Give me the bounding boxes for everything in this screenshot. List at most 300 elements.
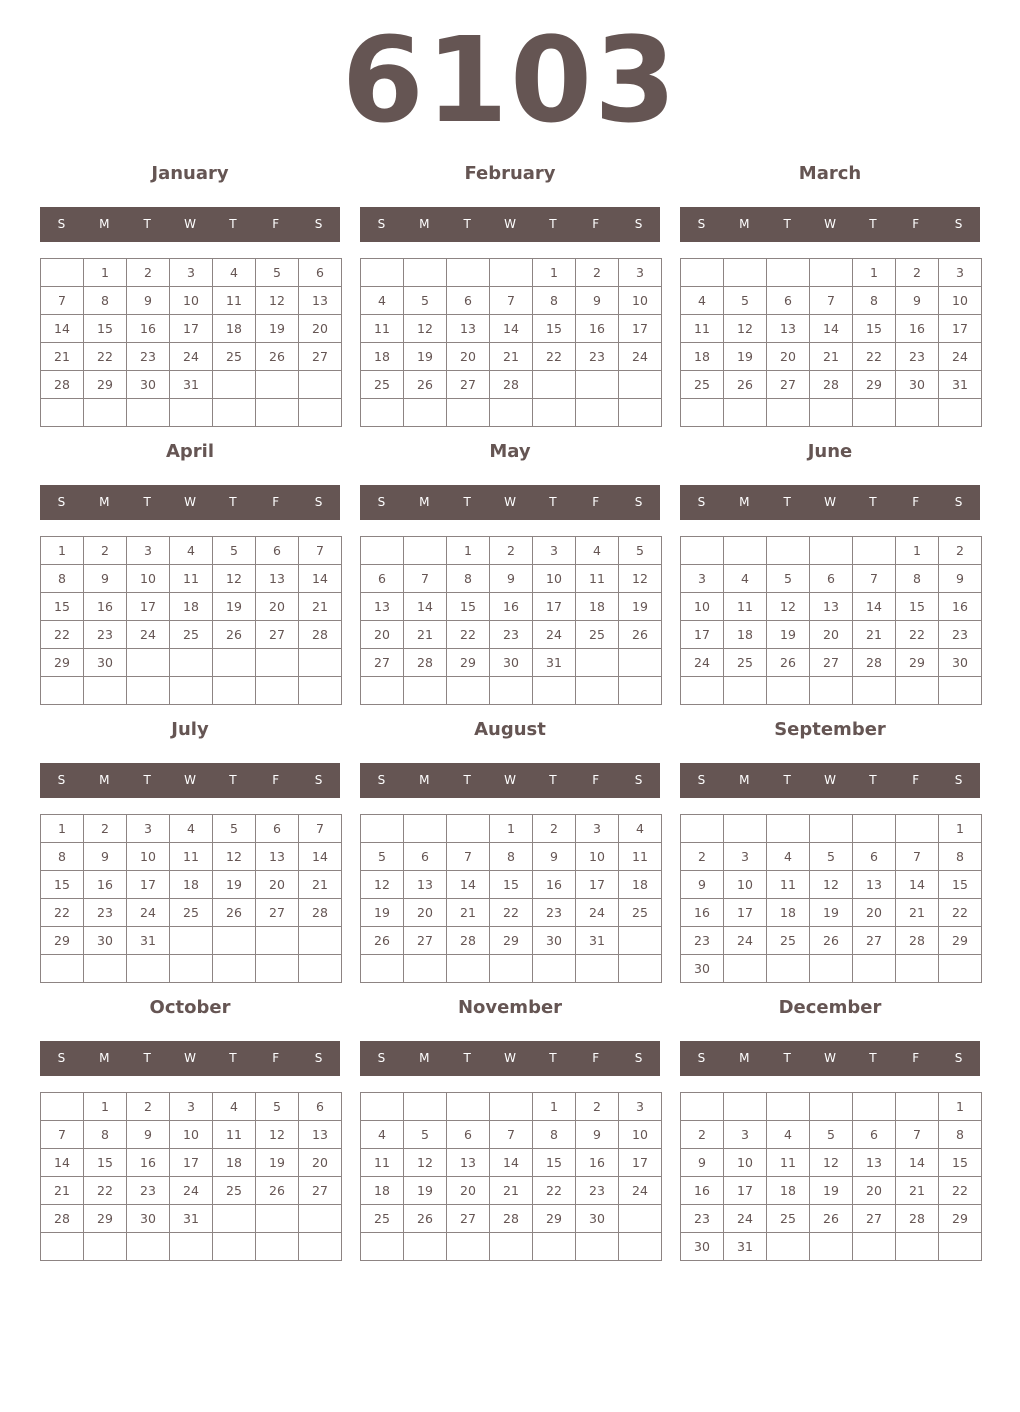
week-row (361, 1177, 662, 1205)
week-row (361, 955, 662, 983)
week-row (681, 1093, 982, 1121)
day-cell: 8 (490, 843, 533, 871)
day-cell (724, 399, 767, 427)
day-cell: 28 (404, 649, 447, 677)
week-row (41, 927, 342, 955)
day-cell: 1 (84, 1093, 127, 1121)
weekday-label: S (697, 217, 706, 231)
weekday-label: T (783, 495, 791, 509)
day-cell: 25 (170, 621, 213, 649)
day-cell (361, 1233, 404, 1261)
day-cell (41, 677, 84, 705)
day-cell: 25 (213, 1177, 256, 1205)
day-cell: 18 (213, 315, 256, 343)
day-cell: 31 (724, 1233, 767, 1261)
day-cell: 10 (619, 1121, 662, 1149)
day-cell: 7 (896, 843, 939, 871)
day-cell: 22 (939, 1177, 982, 1205)
month-name: September (774, 719, 886, 740)
week-row (681, 621, 982, 649)
day-cell: 13 (299, 287, 342, 315)
day-cell: 3 (939, 259, 982, 287)
day-cell: 29 (84, 371, 127, 399)
weekday-label: S (954, 1051, 963, 1065)
day-cell: 20 (256, 593, 299, 621)
day-cell: 7 (41, 287, 84, 315)
day-cell: 13 (447, 315, 490, 343)
day-cell (213, 927, 256, 955)
day-cell (361, 815, 404, 843)
day-cell: 4 (170, 815, 213, 843)
day-cell: 22 (896, 621, 939, 649)
week-row (361, 815, 662, 843)
day-cell: 23 (490, 621, 533, 649)
day-cell: 9 (576, 1121, 619, 1149)
day-cell: 15 (939, 1149, 982, 1177)
day-cell (404, 1093, 447, 1121)
day-cell (896, 955, 939, 983)
day-cell: 26 (404, 371, 447, 399)
day-cell: 18 (767, 1177, 810, 1205)
day-cell: 11 (361, 1149, 404, 1177)
day-cell (939, 399, 982, 427)
day-cell: 11 (724, 593, 767, 621)
day-cell (361, 955, 404, 983)
day-cell: 13 (361, 593, 404, 621)
day-cell: 1 (939, 815, 982, 843)
weekday-label: T (783, 773, 791, 787)
day-cell (490, 677, 533, 705)
day-cell (256, 927, 299, 955)
day-cell: 25 (767, 1205, 810, 1233)
day-cell: 14 (896, 871, 939, 899)
day-cell: 12 (361, 871, 404, 899)
day-cell: 13 (256, 565, 299, 593)
day-cell (404, 955, 447, 983)
day-cell: 28 (299, 899, 342, 927)
day-cell (299, 649, 342, 677)
day-cell (810, 955, 853, 983)
day-cell: 17 (724, 899, 767, 927)
day-cell (41, 1093, 84, 1121)
day-cell (404, 677, 447, 705)
day-cell (170, 677, 213, 705)
day-cell: 3 (619, 1093, 662, 1121)
day-cell (299, 1205, 342, 1233)
day-cell: 2 (127, 259, 170, 287)
day-cell: 20 (447, 343, 490, 371)
day-cell: 22 (853, 343, 896, 371)
day-cell (853, 955, 896, 983)
day-cell: 4 (170, 537, 213, 565)
day-cell: 26 (361, 927, 404, 955)
day-cell (170, 649, 213, 677)
day-cell: 1 (896, 537, 939, 565)
day-cell (490, 1233, 533, 1261)
day-cell: 20 (299, 1149, 342, 1177)
day-cell: 2 (896, 259, 939, 287)
day-cell: 7 (404, 565, 447, 593)
day-cell (41, 259, 84, 287)
week-row (681, 1205, 982, 1233)
day-cell: 4 (361, 287, 404, 315)
day-cell: 16 (127, 315, 170, 343)
week-row (361, 1149, 662, 1177)
week-row (41, 1121, 342, 1149)
day-cell: 19 (767, 621, 810, 649)
day-cell: 13 (256, 843, 299, 871)
day-cell: 16 (681, 899, 724, 927)
day-cell: 29 (533, 1205, 576, 1233)
weekday-label: M (419, 495, 430, 509)
day-cell: 11 (213, 1121, 256, 1149)
day-grid (360, 1092, 662, 1261)
day-cell: 7 (299, 815, 342, 843)
day-cell: 12 (724, 315, 767, 343)
weekday-label: S (314, 773, 323, 787)
day-cell: 8 (853, 287, 896, 315)
day-cell: 3 (170, 1093, 213, 1121)
day-cell (41, 399, 84, 427)
day-cell: 1 (84, 259, 127, 287)
week-row (361, 343, 662, 371)
day-cell (853, 1233, 896, 1261)
weekday-label: M (739, 1051, 750, 1065)
day-cell: 20 (404, 899, 447, 927)
day-cell (256, 677, 299, 705)
day-grid (40, 536, 342, 705)
day-cell (213, 1233, 256, 1261)
day-cell: 17 (576, 871, 619, 899)
day-cell: 8 (896, 565, 939, 593)
day-cell: 2 (490, 537, 533, 565)
day-cell: 20 (361, 621, 404, 649)
weekday-label: S (377, 217, 386, 231)
day-cell: 20 (767, 343, 810, 371)
day-cell: 30 (896, 371, 939, 399)
day-cell: 24 (724, 927, 767, 955)
week-row (681, 815, 982, 843)
day-cell (681, 1093, 724, 1121)
week-row (41, 815, 342, 843)
weekday-label: S (57, 217, 66, 231)
day-cell (853, 537, 896, 565)
day-cell (939, 955, 982, 983)
day-cell: 19 (213, 871, 256, 899)
week-row (361, 621, 662, 649)
day-cell (84, 677, 127, 705)
day-cell: 23 (939, 621, 982, 649)
day-cell: 13 (404, 871, 447, 899)
weekday-label: W (184, 495, 196, 509)
day-cell: 14 (41, 1149, 84, 1177)
day-cell: 16 (533, 871, 576, 899)
day-cell: 27 (853, 1205, 896, 1233)
day-cell (213, 371, 256, 399)
day-cell: 21 (447, 899, 490, 927)
day-cell: 15 (84, 315, 127, 343)
day-cell: 30 (127, 371, 170, 399)
day-cell: 23 (84, 899, 127, 927)
day-cell: 11 (681, 315, 724, 343)
day-cell: 24 (127, 899, 170, 927)
day-cell: 24 (127, 621, 170, 649)
day-cell: 20 (256, 871, 299, 899)
weekday-label: T (463, 773, 471, 787)
weekday-label: W (184, 773, 196, 787)
weekday-label: S (57, 773, 66, 787)
month-name: November (457, 997, 563, 1018)
day-cell (853, 399, 896, 427)
day-cell: 10 (170, 1121, 213, 1149)
day-grid (360, 536, 662, 705)
week-row (681, 343, 982, 371)
day-cell: 23 (127, 1177, 170, 1205)
day-cell (576, 371, 619, 399)
day-cell: 9 (576, 287, 619, 315)
day-cell: 7 (810, 287, 853, 315)
weekday-label: F (912, 1051, 920, 1065)
day-cell (724, 259, 767, 287)
day-cell: 17 (724, 1177, 767, 1205)
day-cell: 6 (299, 259, 342, 287)
month-name: October (149, 997, 231, 1018)
day-cell: 13 (853, 871, 896, 899)
weekday-label: T (549, 495, 557, 509)
day-cell (256, 399, 299, 427)
day-cell: 6 (447, 1121, 490, 1149)
day-cell: 3 (681, 565, 724, 593)
weekday-label: T (549, 217, 557, 231)
day-cell: 8 (533, 1121, 576, 1149)
day-cell: 25 (681, 371, 724, 399)
week-row (361, 677, 662, 705)
day-cell (681, 677, 724, 705)
day-cell (84, 1233, 127, 1261)
day-cell: 19 (619, 593, 662, 621)
weekday-label: T (463, 1051, 471, 1065)
day-cell: 23 (896, 343, 939, 371)
weekday-label: F (592, 773, 600, 787)
day-cell (619, 1233, 662, 1261)
day-cell: 6 (853, 843, 896, 871)
day-cell: 11 (767, 1149, 810, 1177)
day-cell: 3 (170, 259, 213, 287)
day-cell: 3 (127, 537, 170, 565)
day-cell: 10 (127, 843, 170, 871)
day-cell: 29 (939, 1205, 982, 1233)
weekday-label: T (869, 1051, 877, 1065)
day-cell (533, 677, 576, 705)
day-cell (447, 399, 490, 427)
day-cell (724, 955, 767, 983)
day-cell: 3 (724, 1121, 767, 1149)
day-cell: 25 (170, 899, 213, 927)
day-cell: 9 (127, 1121, 170, 1149)
weekday-label: T (229, 1051, 237, 1065)
day-cell: 14 (299, 565, 342, 593)
day-cell: 24 (939, 343, 982, 371)
weekday-label: S (57, 1051, 66, 1065)
day-cell: 5 (404, 1121, 447, 1149)
day-cell: 23 (576, 1177, 619, 1205)
day-cell: 8 (41, 565, 84, 593)
day-cell (213, 677, 256, 705)
day-cell: 1 (939, 1093, 982, 1121)
week-row (681, 927, 982, 955)
day-cell: 13 (299, 1121, 342, 1149)
day-cell: 14 (447, 871, 490, 899)
year-title: 6103 (341, 11, 679, 149)
week-row (41, 899, 342, 927)
day-cell: 10 (939, 287, 982, 315)
weekday-label: S (634, 773, 643, 787)
day-cell: 6 (447, 287, 490, 315)
day-cell: 8 (939, 843, 982, 871)
day-cell: 18 (213, 1149, 256, 1177)
day-cell: 13 (810, 593, 853, 621)
day-cell: 23 (84, 621, 127, 649)
day-cell: 10 (533, 565, 576, 593)
weekday-header (40, 207, 340, 242)
weekday-label: F (272, 773, 280, 787)
weekday-label: T (783, 217, 791, 231)
day-cell: 12 (256, 1121, 299, 1149)
day-cell: 28 (41, 1205, 84, 1233)
week-row (681, 565, 982, 593)
day-cell: 3 (724, 843, 767, 871)
day-cell (576, 1233, 619, 1261)
day-cell (299, 1233, 342, 1261)
week-row (41, 593, 342, 621)
day-cell: 5 (810, 843, 853, 871)
day-cell: 22 (84, 1177, 127, 1205)
day-cell: 18 (170, 871, 213, 899)
day-cell: 26 (213, 621, 256, 649)
week-row (361, 287, 662, 315)
day-cell: 27 (256, 621, 299, 649)
day-cell: 9 (84, 565, 127, 593)
day-cell: 24 (724, 1205, 767, 1233)
weekday-header (680, 763, 980, 798)
day-cell: 18 (170, 593, 213, 621)
weekday-label: F (272, 217, 280, 231)
day-cell: 8 (41, 843, 84, 871)
weekday-label: W (824, 217, 836, 231)
day-cell: 29 (896, 649, 939, 677)
day-cell (853, 677, 896, 705)
month-name: May (489, 441, 531, 462)
day-cell (810, 259, 853, 287)
weekday-label: S (314, 1051, 323, 1065)
day-cell: 30 (490, 649, 533, 677)
week-row (681, 315, 982, 343)
weekday-label: F (272, 1051, 280, 1065)
day-cell: 26 (767, 649, 810, 677)
day-cell: 12 (256, 287, 299, 315)
day-cell: 7 (447, 843, 490, 871)
day-cell: 19 (361, 899, 404, 927)
weekday-header (360, 485, 660, 520)
day-cell (127, 1233, 170, 1261)
day-cell: 12 (213, 843, 256, 871)
day-cell (810, 815, 853, 843)
week-row (41, 1149, 342, 1177)
day-cell: 5 (767, 565, 810, 593)
day-cell (299, 677, 342, 705)
day-cell: 15 (533, 315, 576, 343)
day-cell: 6 (767, 287, 810, 315)
day-cell (447, 955, 490, 983)
day-cell: 18 (361, 343, 404, 371)
month-name: August (474, 719, 546, 740)
weekday-label: W (504, 495, 516, 509)
weekday-label: S (314, 495, 323, 509)
week-row (361, 537, 662, 565)
weekday-label: T (229, 217, 237, 231)
day-cell (810, 1233, 853, 1261)
day-cell: 2 (533, 815, 576, 843)
day-cell: 2 (84, 815, 127, 843)
day-cell: 13 (447, 1149, 490, 1177)
day-cell: 11 (170, 843, 213, 871)
day-cell (810, 399, 853, 427)
week-row (361, 1205, 662, 1233)
day-cell (767, 259, 810, 287)
week-row (41, 871, 342, 899)
day-cell: 29 (84, 1205, 127, 1233)
week-row (361, 649, 662, 677)
weekday-label: W (824, 495, 836, 509)
weekday-header (360, 1041, 660, 1076)
day-cell (361, 537, 404, 565)
week-row (41, 565, 342, 593)
day-cell (896, 1233, 939, 1261)
day-cell: 30 (681, 1233, 724, 1261)
day-cell (619, 371, 662, 399)
day-cell: 27 (447, 371, 490, 399)
day-cell: 24 (619, 343, 662, 371)
day-cell (361, 677, 404, 705)
day-cell: 20 (810, 621, 853, 649)
day-cell: 31 (576, 927, 619, 955)
day-cell: 19 (810, 1177, 853, 1205)
day-cell: 5 (810, 1121, 853, 1149)
day-cell: 29 (490, 927, 533, 955)
day-cell: 17 (127, 593, 170, 621)
day-cell (361, 399, 404, 427)
day-cell (404, 537, 447, 565)
day-cell: 8 (84, 287, 127, 315)
weekday-label: F (592, 495, 600, 509)
day-cell: 25 (361, 1205, 404, 1233)
weekday-header (40, 1041, 340, 1076)
day-cell: 30 (533, 927, 576, 955)
month-name: December (778, 997, 882, 1018)
day-cell: 5 (213, 815, 256, 843)
day-cell (724, 1093, 767, 1121)
weekday-label: S (697, 1051, 706, 1065)
weekday-label: T (143, 495, 151, 509)
week-row (361, 565, 662, 593)
weekday-label: T (229, 495, 237, 509)
day-grid (40, 258, 342, 427)
weekday-label: S (954, 773, 963, 787)
day-cell: 8 (939, 1121, 982, 1149)
day-cell: 23 (681, 927, 724, 955)
day-cell: 18 (619, 871, 662, 899)
weekday-label: S (377, 495, 386, 509)
